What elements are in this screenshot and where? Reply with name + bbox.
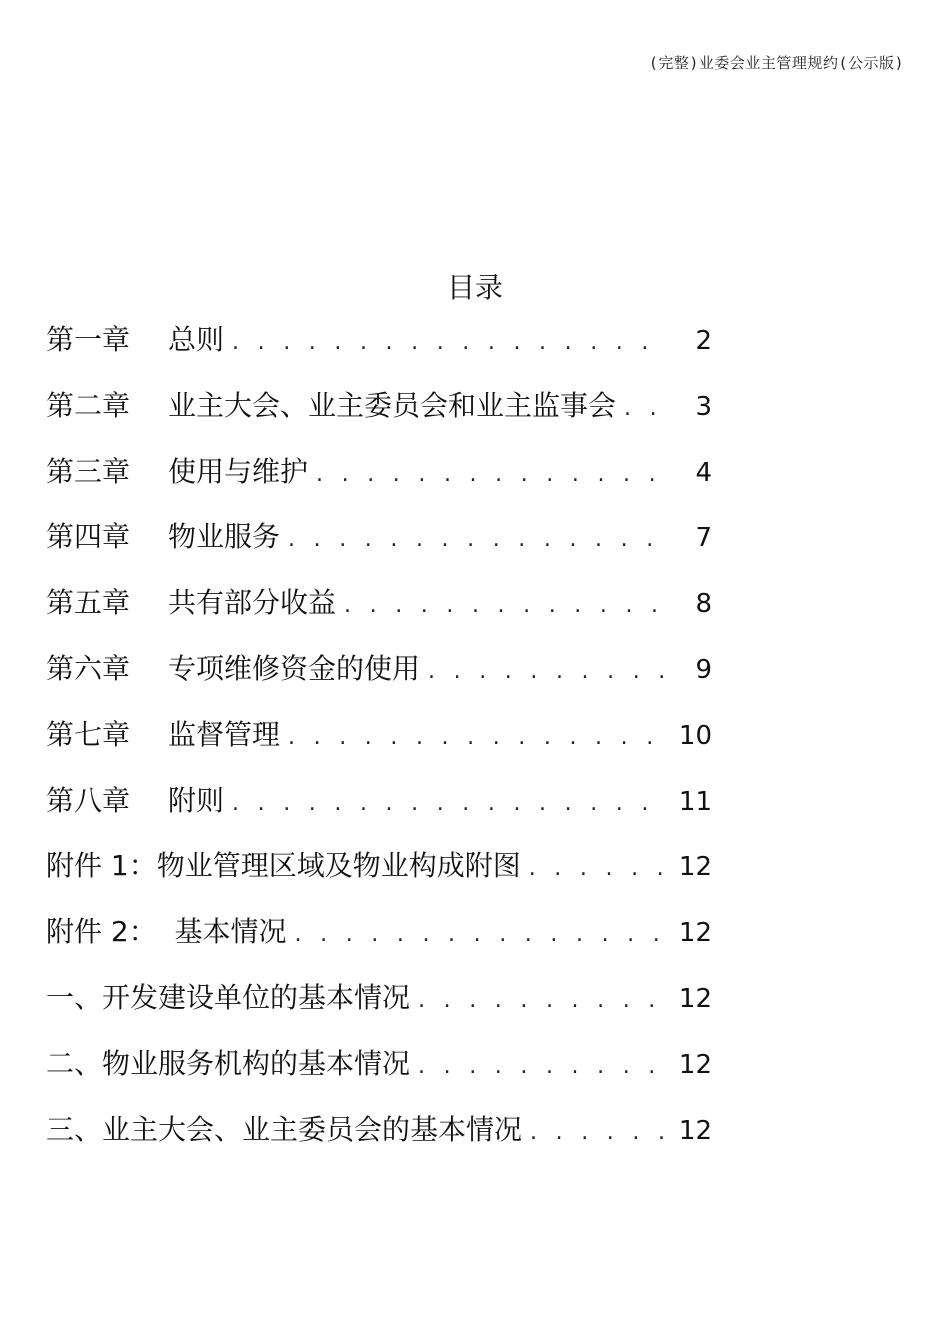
toc-entry-chapter-1[interactable]	[46, 318, 712, 384]
toc-page-number: 12	[678, 852, 712, 883]
toc-entry-chapter-3[interactable]	[46, 450, 712, 516]
toc-entry-chapter-6[interactable]	[46, 647, 712, 713]
toc-chapter-number: 第二章	[46, 388, 131, 422]
toc-entry-chapter-5[interactable]	[46, 581, 712, 647]
toc-chapter-title: 业主大会、业主委员会和业主监事会	[168, 388, 617, 422]
toc-leader-dots	[232, 782, 665, 826]
toc-entry-label	[46, 515, 280, 559]
toc-entry-title: 二、物业服务机构的基本情况	[46, 1046, 411, 1080]
toc-entry-label	[46, 647, 420, 691]
toc-chapter-number: 第一章	[46, 323, 131, 356]
toc-chapter-number: 第六章	[46, 651, 131, 685]
toc-chapter-title: 监督管理	[168, 717, 281, 751]
toc-entry-label	[46, 910, 287, 954]
toc-leader-dots	[232, 321, 668, 365]
toc-leader-dots	[530, 1111, 665, 1155]
toc-page-number: 11	[678, 786, 712, 817]
toc-page-number: 10	[678, 720, 712, 751]
toc-entry-label	[46, 713, 280, 757]
toc-entry-label	[46, 384, 616, 428]
toc-entry-label	[46, 318, 224, 362]
toc-chapter-title: 专项维修资金的使用	[168, 651, 421, 685]
toc-page-number: 2	[695, 326, 712, 356]
toc-chapter-number: 第四章	[46, 520, 131, 554]
toc-chapter-number: 第五章	[46, 586, 131, 620]
toc-leader-dots	[344, 584, 668, 628]
toc-leader-dots	[428, 650, 668, 694]
toc-entry-section-3[interactable]	[46, 1108, 712, 1174]
toc-chapter-number: 第三章	[46, 454, 131, 488]
toc-leader-dots	[288, 518, 668, 562]
toc-chapter-number: 第七章	[46, 717, 131, 751]
toc-entry-chapter-7[interactable]	[46, 713, 712, 779]
toc-entry-label	[46, 581, 336, 625]
toc-page-number: 12	[678, 983, 712, 1014]
toc-page-number: 3	[695, 391, 712, 422]
toc-entry-label	[46, 779, 224, 823]
toc-entry-title: 附件 1：物业管理区域及物业构成附图	[46, 849, 521, 883]
toc-entry-title: 一、开发建设单位的基本情况	[46, 980, 411, 1014]
toc-chapter-title: 物业服务	[168, 520, 281, 554]
table-of-contents	[46, 318, 712, 1173]
toc-page-number: 12	[678, 1049, 712, 1080]
toc-page-number: 9	[695, 654, 712, 685]
toc-entry-chapter-8[interactable]	[46, 779, 712, 845]
toc-page-number: 4	[695, 457, 712, 488]
toc-leader-dots	[295, 913, 665, 957]
toc-page-number: 7	[695, 523, 712, 554]
toc-entry-label	[46, 450, 308, 494]
toc-entry-chapter-2[interactable]	[46, 384, 712, 450]
toc-leader-dots	[418, 1045, 665, 1089]
toc-title: 目录	[446, 271, 503, 304]
toc-entry-attachment-2[interactable]	[46, 910, 712, 976]
toc-chapter-title: 共有部分收益	[168, 586, 337, 620]
toc-leader-dots	[418, 979, 665, 1023]
toc-entry-section-2[interactable]	[46, 1042, 712, 1108]
toc-entry-label	[46, 1108, 522, 1152]
toc-chapter-number: 第八章	[46, 783, 131, 817]
toc-entry-title: 三、业主大会、业主委员会的基本情况	[46, 1112, 523, 1146]
toc-leader-dots	[288, 716, 665, 760]
toc-entry-label	[46, 1042, 410, 1086]
toc-chapter-title: 总则	[168, 323, 225, 356]
toc-entry-label	[46, 976, 410, 1020]
toc-page-number: 8	[695, 589, 712, 620]
toc-leader-dots	[529, 847, 665, 891]
toc-entry-title: 附件 2： 基本情况	[46, 915, 287, 949]
toc-entry-section-1[interactable]	[46, 976, 712, 1042]
toc-leader-dots	[624, 387, 668, 431]
page-header: (完整)业委会业主管理规约(公示版)	[648, 54, 904, 72]
toc-leader-dots	[316, 453, 668, 497]
toc-entry-chapter-4[interactable]	[46, 515, 712, 581]
toc-entry-attachment-1[interactable]	[46, 844, 712, 910]
toc-chapter-title: 附则	[168, 783, 225, 817]
toc-chapter-title: 使用与维护	[168, 454, 309, 488]
toc-page-number: 12	[678, 918, 712, 949]
toc-entry-label	[46, 844, 521, 888]
toc-page-number: 12	[678, 1115, 712, 1146]
